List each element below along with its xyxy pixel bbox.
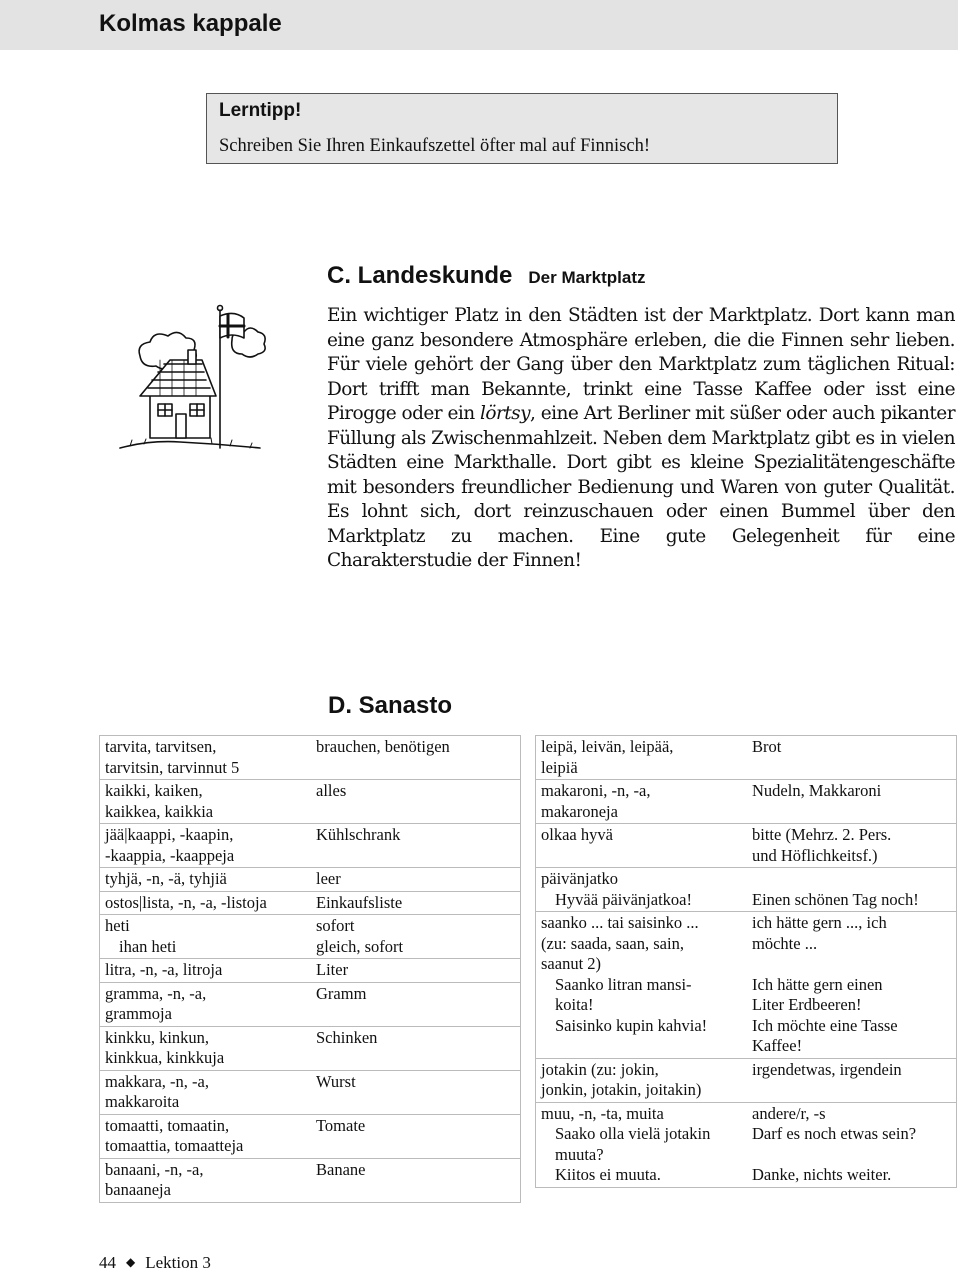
term-line: Ich möchte eine Tasse [752,1015,898,1035]
term-line: Tomate [316,1115,366,1135]
term-line: jonkin, jotakin, joitakin) [541,1080,702,1099]
finnish-term [536,780,748,824]
term-line: leipiä [541,757,578,777]
section-c-subtitle: Der Marktplatz [528,268,646,287]
finnish-term [100,891,312,915]
finnish-term [536,912,748,1059]
term-line: Danke, nichts weiter. [752,1165,892,1184]
chapter-title: Kolmas kappale [99,10,282,37]
term-line: päivänjatko [541,869,618,888]
term-line: irgendetwas, irgendein [752,1059,902,1079]
tip-heading: Lerntipp! [219,100,302,121]
finnish-term [100,736,312,780]
tip-text: Schreiben Sie Ihren Einkaufszettel öfter mal auf Finnisch! [219,136,651,156]
term-line [752,869,952,890]
finnish-term [100,915,312,959]
term-line: makaroneja [541,801,618,821]
german-translation [747,912,957,1059]
vocab-row [100,959,521,983]
term-line: ihan heti [119,936,177,956]
term-line: Schinken [316,1027,378,1047]
term-line: gleich, sofort [316,936,404,956]
finnish-term [100,959,312,983]
term-line: koita! [555,995,594,1014]
term-line: banaani, -n, -a, [105,1159,204,1179]
section-c-heading [327,262,646,290]
term-line: tarvitsin, tarvinnut 5 [105,757,240,777]
diamond-icon: ◆ [126,1255,136,1269]
term-line: makaroni, -n, -a, [541,781,651,800]
finnish-term [100,1158,312,1202]
term-line: jää|kaappi, -kaapin, [105,825,234,844]
vocab-row [536,824,957,868]
term-line: kaikki, kaiken, [105,781,203,800]
term-line: Einen schönen Tag noch! [752,889,919,909]
term-line: Hyvää päivänjatkoa! [555,889,692,909]
german-translation [747,868,957,912]
german-translation [311,868,521,892]
term-line: Saako olla vielä jotakin [555,1124,711,1143]
vocab-row [100,1114,521,1158]
vocab-row [536,780,957,824]
vocab-row [100,982,521,1026]
german-translation [311,780,521,824]
german-translation [311,891,521,915]
term-line: muuta? [555,1144,604,1164]
finnish-term [100,868,312,892]
section-d-title: D. Sanasto [328,692,453,719]
german-translation [311,824,521,868]
term-line: Kiitos ei muuta. [555,1165,661,1184]
vocab-row [100,915,521,959]
finnish-term [100,1114,312,1158]
term-line [752,954,952,975]
german-translation [747,1102,957,1187]
term-line: saanut 2) [541,954,602,973]
german-translation [747,1058,957,1102]
vocab-row [536,868,957,912]
german-translation [311,1026,521,1070]
term-line: Einkaufsliste [316,892,403,912]
paragraph-text-start: Ein wichtiger Platz in den Städten ist der Marktplatz. Dort kann man eine ganz besondere Atmosphäre erleben, die die Finnen sehr lieben. Für viele gehört der Gang über den Marktplatz zum täglichen Ritual: Dort trifft man Bekannte, trinkt eine Tasse Kaffee oder isst eine Pirogge oder ein [327,305,955,424]
term-line: tyhjä, -n, -ä, tyhjiä [105,869,227,888]
finnish-term [100,824,312,868]
term-line: saanko ... tai saisinko ... [541,913,699,932]
term-line: makkaroita [105,1092,180,1111]
german-translation [311,736,521,780]
section-c-title: C. Landeskunde [327,262,513,289]
paragraph-term-lortsy: lörtsy [480,403,531,424]
vocab-row [536,912,957,1059]
term-line: leipä, leivän, leipää, [541,737,674,756]
term-line: Kühlschrank [316,825,401,844]
term-line: ostos|lista, -n, -a, -listoja [105,892,267,912]
finnish-term [100,982,312,1026]
german-translation [311,1114,521,1158]
finnish-term [536,1058,748,1102]
page-footer [99,1253,211,1273]
term-line: alles [316,781,347,800]
vocab-row [100,736,521,780]
term-line: Wurst [316,1071,356,1091]
german-translation [747,780,957,824]
vocab-row [100,780,521,824]
chapter-header-bar [0,0,958,50]
finnish-term [536,824,748,868]
vocab-row [536,1058,957,1102]
german-translation [747,824,957,868]
term-line: Saanko litran mansi- [555,974,692,994]
vocab-row [100,868,521,892]
term-line: jotakin (zu: jokin, [541,1059,659,1079]
term-line: makkara, -n, -a, [105,1071,209,1091]
term-line: gramma, -n, -a, [105,983,207,1003]
vocab-row [100,824,521,868]
german-translation [311,1070,521,1114]
term-line: heti [105,916,130,935]
tip-box [206,93,838,164]
vocab-row [100,1158,521,1202]
term-line: bitte (Mehrz. 2. Pers. [752,825,892,844]
german-translation [311,982,521,1026]
paragraph-text-end: , eine Art Berliner mit süßer oder auch pikanter Füllung als Zwischenmahlzeit. Neben dem Marktplatz gibt es in vielen Städten eine Markthalle. Dort gibt es kleine Spezialitätengeschäfte mit besonders freundlicher Bedienung und Waren von guter Qualität. Es lohnt sich, dort reinzuschauen oder einen Bummel über den Marktplatz zu machen. Eine gute Gelegenheit für eine Charakterstudie der Finnen! [327,403,956,571]
term-line: kaikkea, kaikkia [105,801,214,821]
term-line: Nudeln, Makkaroni [752,781,882,800]
vocab-row [536,736,957,780]
finnish-term [100,780,312,824]
term-line: möchte ... [752,933,818,953]
finnish-term [536,868,748,912]
term-line: olkaa hyvä [541,825,613,844]
term-line: litra, -n, -a, litroja [105,960,223,979]
term-line: Kaffee! [752,1036,803,1055]
term-line: kinkkua, kinkkuja [105,1048,225,1067]
finnish-term [536,736,748,780]
term-line: ich hätte gern ..., ich [752,913,887,932]
vocab-row [100,1026,521,1070]
term-line: andere/r, -s [752,1103,826,1123]
vocab-row [100,891,521,915]
term-line: Liter Erdbeeren! [752,995,862,1014]
vocab-row [100,1070,521,1114]
landeskunde-paragraph [327,304,955,574]
german-translation [311,959,521,983]
finnish-term [536,1102,748,1187]
vocab-table-left [99,735,521,1203]
term-line: tomaatti, tomaatin, [105,1115,230,1135]
term-line: Brot [752,737,782,756]
page-number: 44 [99,1253,116,1272]
finnish-term [100,1070,312,1114]
term-line: -kaappia, -kaappeja [105,845,235,865]
term-line: Saisinko kupin kahvia! [555,1015,708,1035]
house-flag-illustration [100,298,270,458]
term-line: tomaattia, tomaatteja [105,1136,244,1155]
term-line: Gramm [316,983,367,1003]
term-line: Liter [316,960,349,979]
term-line: (zu: saada, saan, sain, [541,933,684,953]
term-line: muu, -n, -ta, muita [541,1103,664,1123]
term-line [752,1145,952,1166]
term-line: leer [316,869,341,888]
german-translation [311,1158,521,1202]
term-line: Darf es noch etwas sein? [752,1124,917,1143]
term-line: Banane [316,1159,366,1179]
finnish-term [100,1026,312,1070]
term-line: banaaneja [105,1180,171,1199]
vocab-row [536,1102,957,1187]
lesson-label: Lektion 3 [145,1253,211,1272]
term-line: brauchen, benötigen [316,737,450,756]
german-translation [311,915,521,959]
term-line: sofort [316,916,355,935]
vocab-table-right [535,735,957,1188]
term-line: Ich hätte gern einen [752,974,883,994]
term-line: grammoja [105,1004,172,1023]
term-line: und Höflichkeitsf.) [752,845,878,865]
term-line: kinkku, kinkun, [105,1027,210,1047]
term-line: tarvita, tarvitsen, [105,737,217,756]
german-translation [747,736,957,780]
